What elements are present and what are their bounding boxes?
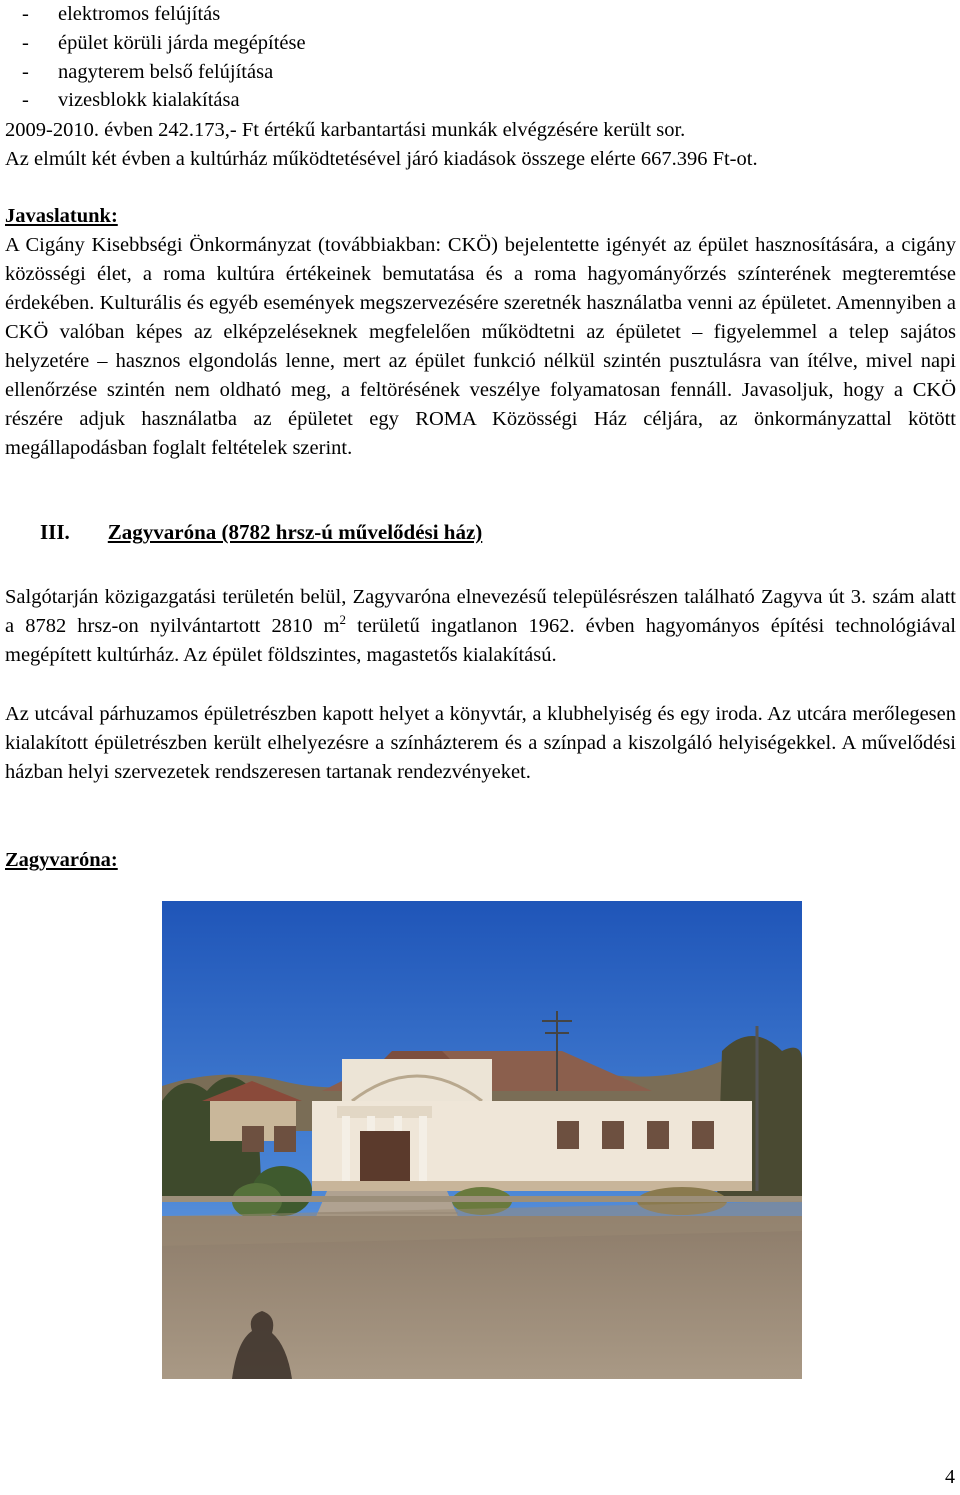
proposal-paragraph: A Cigány Kisebbségi Önkormányzat (továbbiakban: CKÖ) bejelentette igényét az épület hasznosítására, a cigány közösségi élet, a roma kultúra értékeinek bemutatása és a roma hagyományőrzés színterének megteremtése érdekében. Kulturális és egyéb események megszervezésére szeretnék használatba venni az épületet. Amennyiben a CKÖ valóban képes az elképzeléseknek megfelelően működtetni az épületet – figyelemmel a telep sajátos helyzetére – hasznos elgondolás lenne, mert az épület funkció nélkül szintén pusztulásra van ítélve, mivel napi ellenőrzése szintén nem oldható meg, a feltörésének veszélye folyamatosan fennáll. Javasoljuk, hogy a CKÖ részére adjuk használatba az épületet egy ROMA Közösségi Ház céljára, az önkormányzattal kötött megállapodásban foglalt feltételek szerint. <box>5 234 956 459</box>
list-item: - vizesblokk kialakítása <box>22 89 240 112</box>
section-heading <box>40 520 482 545</box>
building-photo <box>162 901 802 1379</box>
section-title: Zagyvaróna (8782 hrsz-ú művelődési ház) <box>107 520 483 544</box>
renovation-list <box>22 0 306 115</box>
proposal-heading: Javaslatunk: <box>5 205 118 227</box>
list-item: - nagyterem belső felújítása <box>22 60 274 83</box>
operating-cost-line: Az elmúlt két évben a kultúrház működtetésével járó kiadások összege elérte 667.396 Ft-ot. <box>5 148 758 170</box>
building-description-paragraph: Salgótarján közigazgatási területén belül, Zagyvaróna elnevezésű településrészen található Zagyva út 3. szám alatt a 8782 hrsz-on nyilvántartott 2810 $m^2$ területű ingatlanon 1962. évben hagyományos építési technológiával megépített kultúrház. Az épület földszintes, magastetős kialakítású. <box>5 586 956 666</box>
list-item: - épület körüli járda megépítése <box>22 31 306 54</box>
list-item: - elektromos felújítás <box>22 3 221 25</box>
page-number: 4 <box>945 1466 955 1488</box>
photo-heading: Zagyvaróna: <box>5 849 118 871</box>
maintenance-cost-line: 2009-2010. évben 242.173,- Ft értékű karbantartási munkák elvégzésére került sor. <box>5 119 686 141</box>
section-number: III. <box>40 520 70 544</box>
building-layout-paragraph: Az utcával párhuzamos épületrészben kapott helyet a könyvtár, a klubhelyiség és egy iroda. Az utcára merőlegesen kialakított épületrészben került elhelyezésre a színházterem és a színpad a kiszolgáló helyiségekkel. A művelődési házban helyi szervezetek rendszeresen tartanak rendezvényeket. <box>5 703 956 783</box>
